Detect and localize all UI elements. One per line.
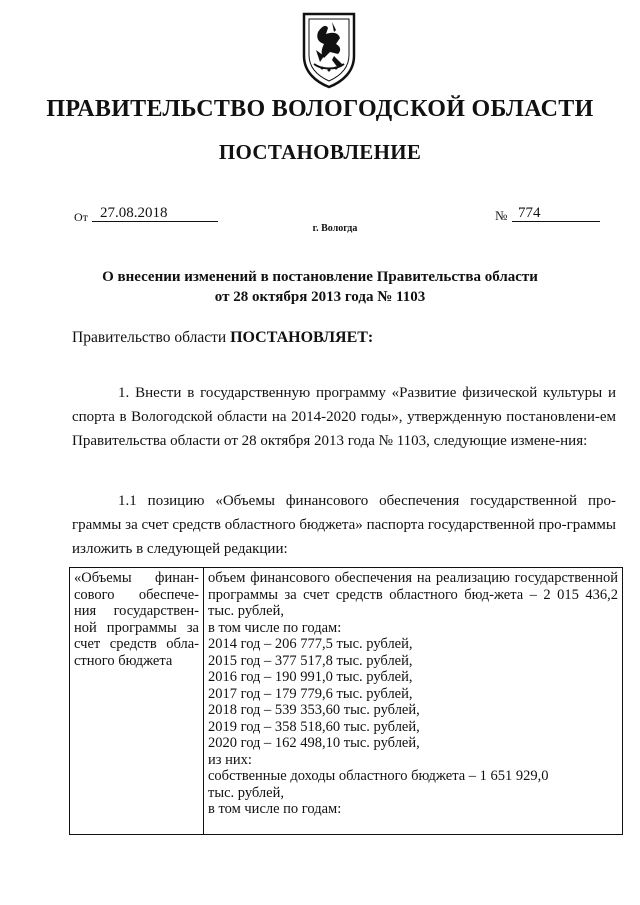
subject-line-2: от 28 октября 2013 года № 1103 [214, 289, 426, 305]
funding-intro: объем финансового обеспечения на реализацию государственной программы за счет средств областного бюд-жета – 2 015 436,2 тыс. рублей, [208, 570, 618, 619]
subject-line-1: О внесении изменений в постановление Правительства области [102, 269, 538, 285]
own-revenue-line: собственные доходы областного бюджета – 1 651 929,0 [208, 768, 549, 784]
table-row [70, 568, 623, 835]
passport-table [69, 567, 623, 835]
document-type: ПОСТАНОВЛЕНИЕ [218, 140, 422, 164]
coat-of-arms-icon [298, 10, 360, 90]
decree-word: ПОСТАНОВЛЯЕТ: [230, 329, 374, 346]
document-date: 27.08.2018 [92, 206, 218, 222]
year-line: 2018 год – 539 353,60 тыс. рублей, [208, 702, 420, 718]
document-subject [0, 267, 640, 307]
decree-prefix: Правительство области [72, 329, 231, 346]
paragraph-item-1-1: 1.1 позицию «Объемы финансового обеспечения государственной про-граммы за счет средств областного бюджета» паспорта государственной про-граммы изложить в следующей редакции: [72, 493, 616, 557]
table-cell-value [204, 568, 623, 835]
date-label: От [74, 210, 88, 224]
year-line: 2017 год – 179 779,6 тыс. рублей, [208, 685, 413, 702]
city: г. Вологда [312, 223, 358, 234]
year-line: 2016 год – 190 991,0 тыс. рублей, [208, 669, 413, 685]
document-number: 774 [512, 206, 600, 222]
number-label: № [495, 208, 508, 223]
decree-statement [72, 329, 373, 347]
of-them-label: из них: [208, 751, 252, 768]
year-line: 2019 год – 358 518,60 тыс. рублей, [208, 718, 420, 735]
paragraph-item-1: 1. Внести в государственную программу «Развитие физической культуры и спорта в Вологодской области на 2014-2020 годы», утвержденную постановлени-ем Правительства области от 28 октября 2013 года № 1103, следующие измене-ния: [72, 385, 616, 449]
year-line: 2015 год – 377 517,8 тыс. рублей, [208, 652, 413, 669]
year-line: 2014 год – 206 777,5 тыс. рублей, [208, 636, 413, 652]
by-years-label: в том числе по годам: [208, 619, 342, 636]
year-line: 2020 год – 162 498,10 тыс. рублей, [208, 735, 420, 751]
government-title: ПРАВИТЕЛЬСТВО ВОЛОГОДСКОЙ ОБЛАСТИ [46, 96, 594, 122]
by-years-label-2: в том числе по годам: [208, 801, 342, 817]
table-cell-label: «Объемы финан-сового обеспече-ния государствен-ной программы за счет средств обла-стного бюджета [70, 568, 204, 835]
own-revenue-unit: тыс. рублей, [208, 784, 284, 801]
